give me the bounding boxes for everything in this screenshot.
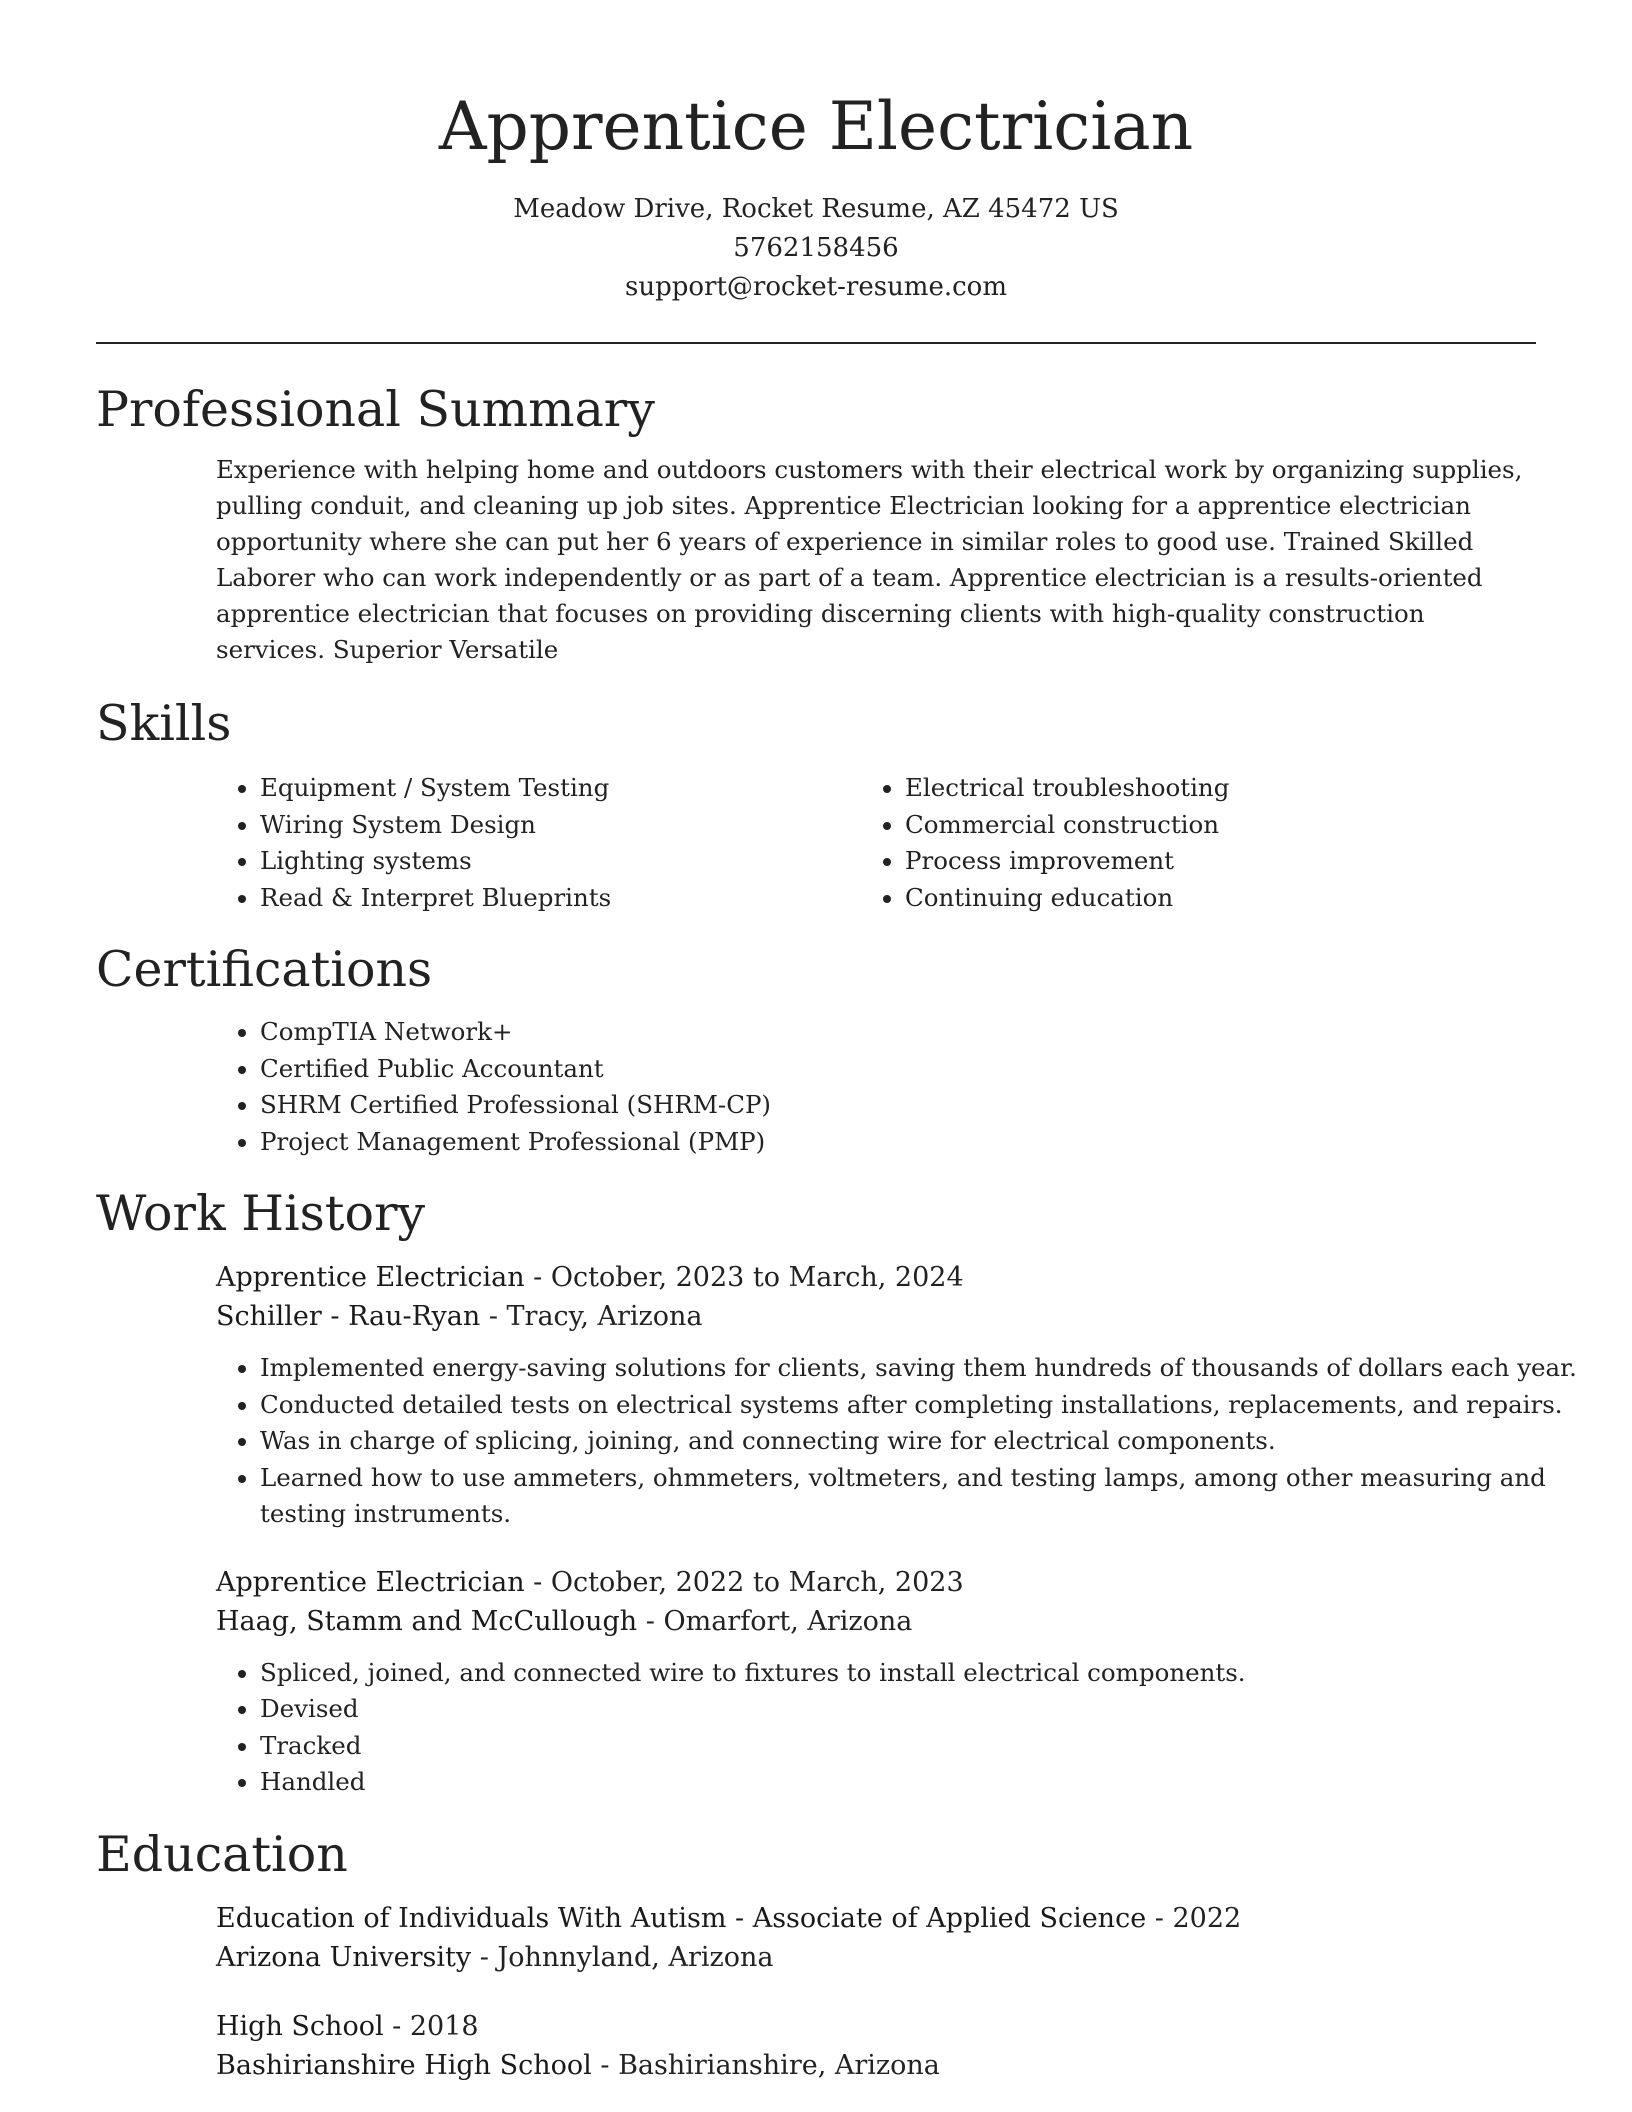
job-bullet: • Tracked (260, 1728, 1536, 1765)
job-company-line (216, 1297, 1536, 1336)
job-company: Haag, Stamm and McCullough (216, 1605, 638, 1637)
certification-item: • SHRM Certified Professional (SHRM-CP) (260, 1087, 1536, 1124)
job-title-line (216, 1258, 1536, 1297)
education-section (96, 1823, 1536, 2085)
education-degree: High School (216, 2010, 384, 2042)
job-bullet: • Was in charge of splicing, joining, and connecting wire for electrical components. (260, 1423, 1620, 1460)
skills-columns (96, 770, 1536, 916)
email: support@rocket-resume.com (624, 272, 1007, 302)
education-entry (216, 2007, 1536, 2085)
job-location: - Tracy, Arizona (480, 1301, 703, 1332)
job-bullets (96, 1655, 1536, 1801)
contact-info (96, 190, 1536, 307)
job-bullet: • Spliced, joined, and connected wire to fixtures to install electrical components. (260, 1655, 1536, 1692)
education-school: Arizona University (216, 1941, 472, 1973)
summary-title: Professional Summary (96, 381, 655, 438)
job-company-line (216, 1602, 1536, 1641)
skill-item: • Continuing education (905, 880, 1536, 917)
job-bullet: • Handled (260, 1764, 1536, 1801)
certification-item: • CompTIA Network+ (260, 1014, 1536, 1051)
job-bullets (96, 1350, 1620, 1533)
candidate-name: Apprentice Electrician (438, 88, 1194, 165)
certifications-section (96, 938, 1536, 1160)
education-degree-line (216, 2007, 1536, 2046)
skills-title: Skills (96, 695, 232, 752)
job-company: Schiller - Rau-Ryan (216, 1301, 481, 1332)
job-dates: - October, 2022 to March, 2023 (524, 1566, 964, 1598)
skills-section (96, 692, 1536, 916)
resume-page (96, 0, 1577, 2085)
education-location: - Bashirianshire, Arizona (591, 2049, 940, 2081)
certification-item: • Certified Public Accountant (260, 1051, 1536, 1088)
job-bullet: • Devised (260, 1691, 1536, 1728)
job-role: Apprentice Electrician (216, 1262, 525, 1293)
education-school-line (216, 2046, 1536, 2085)
skill-item: • Process improvement (905, 843, 1536, 880)
skill-item: • Lighting systems (260, 843, 891, 880)
work-history-section (96, 1182, 1577, 1801)
job-bullet: • Conducted detailed tests on electrical systems after completing installations, replacements, and repairs. (260, 1387, 1620, 1424)
skill-item: • Read & Interpret Blueprints (260, 880, 891, 917)
work-history-title: Work History (96, 1185, 426, 1242)
education-school: Bashirianshire High School (216, 2049, 592, 2081)
skill-item: • Electrical troubleshooting (905, 770, 1536, 807)
address: Meadow Drive, Rocket Resume, AZ 45472 US (513, 194, 1119, 224)
skills-list-left (96, 770, 891, 916)
certifications-list (96, 1014, 1536, 1160)
job-role: Apprentice Electrician (216, 1566, 525, 1598)
job-location: - Omarfort, Arizona (637, 1605, 913, 1637)
summary-section (96, 378, 1536, 668)
skills-list-right (905, 770, 1536, 916)
header-divider (96, 342, 1536, 344)
job-title-line (216, 1563, 1536, 1602)
education-title: Education (96, 1825, 348, 1883)
education-school-line (216, 1938, 1536, 1977)
education-year: - 2022 (1146, 1902, 1242, 1934)
education-entry (216, 1899, 1536, 1977)
job-dates: - October, 2023 to March, 2024 (524, 1262, 964, 1293)
summary-text: Experience with helping home and outdoors customers with their electrical work by organizing supplies, pulling conduit, and cleaning up job sites. Apprentice Electrician looking for a apprentice electrician opportunity where she can put her 6 years of experience in similar roles to good use. Trained Skilled Laborer who can work independently or as part of a team. Apprentice electrician is a results-oriented apprentice electrician that focuses on providing discerning clients with high-quality construction services. Superior Versatile (216, 455, 1523, 664)
skill-item: • Wiring System Design (260, 807, 891, 844)
job-entry (216, 1563, 1536, 1641)
job-bullet: • Learned how to use ammeters, ohmmeters, voltmeters, and testing lamps, among other measuring and testing instruments. (260, 1460, 1620, 1533)
certifications-title: Certifications (96, 941, 433, 998)
certification-item: • Project Management Professional (PMP) (260, 1124, 1536, 1161)
phone: 5762158456 (733, 233, 899, 263)
education-degree: Education of Individuals With Autism - Associate of Applied Science (216, 1902, 1147, 1934)
education-year: - 2018 (383, 2010, 479, 2042)
job-entry (216, 1258, 1536, 1336)
resume-header (96, 0, 1536, 307)
education-location: - Johnnyland, Arizona (471, 1941, 774, 1973)
skill-item: • Equipment / System Testing (260, 770, 891, 807)
job-bullet: • Implemented energy-saving solutions for clients, saving them hundreds of thousands of dollars each year. (260, 1350, 1620, 1387)
education-degree-line (216, 1899, 1536, 1938)
skill-item: • Commercial construction (905, 807, 1536, 844)
